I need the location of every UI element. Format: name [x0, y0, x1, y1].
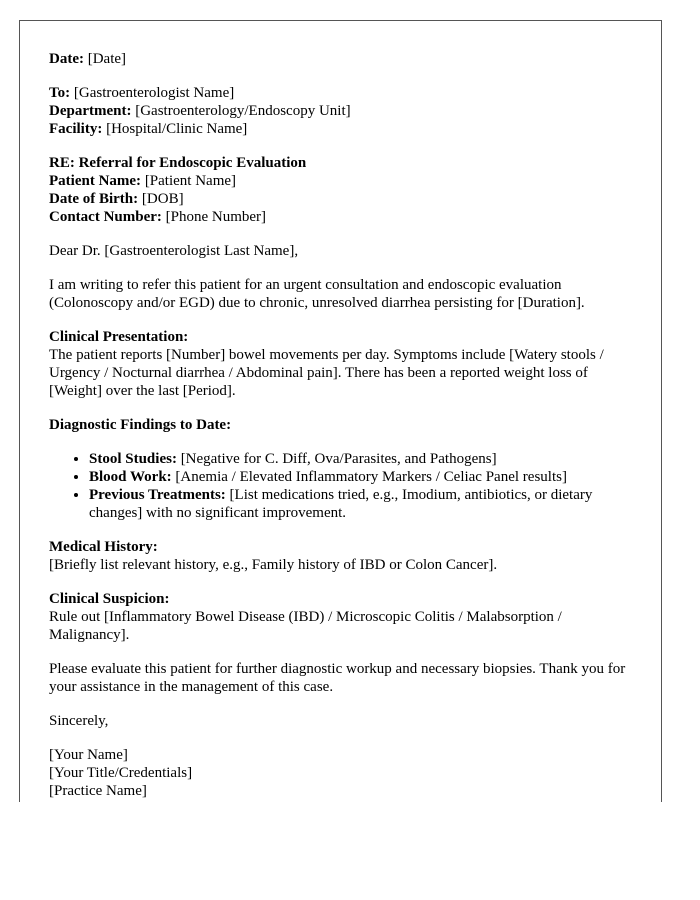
contact-line	[49, 208, 644, 226]
patient-name-value: [Patient Name]	[144, 173, 237, 189]
diagnostic-findings-heading: Diagnostic Findings to Date:	[49, 417, 232, 433]
contact-label: Contact Number:	[49, 209, 162, 225]
to-line	[49, 84, 644, 102]
salutation: Dear Dr. [Gastroenterologist Last Name],	[49, 243, 299, 259]
clinical-presentation-text: The patient reports [Number] bowel movements per day. Symptoms include [Watery stools / Urgency / Nocturnal diarrhea / Abdominal pain]. There has been a reported weight loss of [Weight] over the last [Period].	[49, 347, 604, 399]
re-line: RE: Referral for Endoscopic Evaluation	[49, 155, 307, 171]
date-line	[49, 50, 644, 68]
list-item	[89, 486, 644, 522]
clinical-presentation-heading: Clinical Presentation:	[49, 329, 189, 345]
intro-paragraph: I am writing to refer this patient for an urgent consultation and endoscopic evaluation (Colonoscopy and/or EGD) due to chronic, unresolved diarrhea persisting for [Duration].	[49, 277, 585, 311]
recipient-block	[49, 84, 644, 138]
contact-value: [Phone Number]	[165, 209, 267, 225]
clinical-suspicion-text: Rule out [Inflammatory Bowel Disease (IBD) / Microscopic Colitis / Malabsorption / Malignancy].	[49, 609, 562, 643]
to-label: To:	[49, 85, 71, 101]
finding-text: [Anemia / Elevated Inflammatory Markers / Celiac Panel results]	[175, 469, 567, 485]
facility-line	[49, 120, 644, 138]
department-value: [Gastroenterology/Endoscopy Unit]	[135, 103, 351, 119]
medical-history-text: [Briefly list relevant history, e.g., Family history of IBD or Colon Cancer].	[49, 557, 498, 573]
signer-title: [Your Title/Credentials]	[49, 765, 193, 781]
clinical-presentation-section	[49, 328, 644, 400]
finding-text: [List medications tried, e.g., Imodium, antibiotics, or dietary changes] with no significant improvement.	[89, 487, 593, 521]
signer-name: [Your Name]	[49, 747, 128, 763]
closing-request: Please evaluate this patient for further diagnostic workup and necessary biopsies. Thank you for your assistance in the management of this case.	[49, 661, 626, 695]
finding-label: Blood Work:	[89, 469, 172, 485]
patient-name-line	[49, 172, 644, 190]
reference-block	[49, 154, 644, 226]
facility-value: [Hospital/Clinic Name]	[106, 121, 248, 137]
facility-label: Facility:	[49, 121, 103, 137]
signature-block	[49, 746, 644, 800]
dob-value: [DOB]	[141, 191, 184, 207]
diagnostic-findings-list	[49, 450, 644, 522]
to-value: [Gastroenterologist Name]	[73, 85, 235, 101]
list-item	[89, 468, 644, 486]
department-label: Department:	[49, 103, 132, 119]
closing-salutation: Sincerely,	[49, 713, 109, 729]
signer-practice: [Practice Name]	[49, 783, 147, 799]
finding-label: Stool Studies:	[89, 451, 177, 467]
finding-text: [Negative for C. Diff, Ova/Parasites, and Pathogens]	[180, 451, 497, 467]
department-line	[49, 102, 644, 120]
patient-name-label: Patient Name:	[49, 173, 142, 189]
letter-body	[49, 50, 644, 800]
date-value: [Date]	[87, 51, 127, 67]
letter-page	[19, 20, 662, 802]
date-label: Date:	[49, 51, 84, 67]
clinical-suspicion-heading: Clinical Suspicion:	[49, 591, 170, 607]
finding-label: Previous Treatments:	[89, 487, 226, 503]
list-item	[89, 450, 644, 468]
medical-history-heading: Medical History:	[49, 539, 158, 555]
medical-history-section	[49, 538, 644, 574]
dob-line	[49, 190, 644, 208]
clinical-suspicion-section	[49, 590, 644, 644]
dob-label: Date of Birth:	[49, 191, 139, 207]
